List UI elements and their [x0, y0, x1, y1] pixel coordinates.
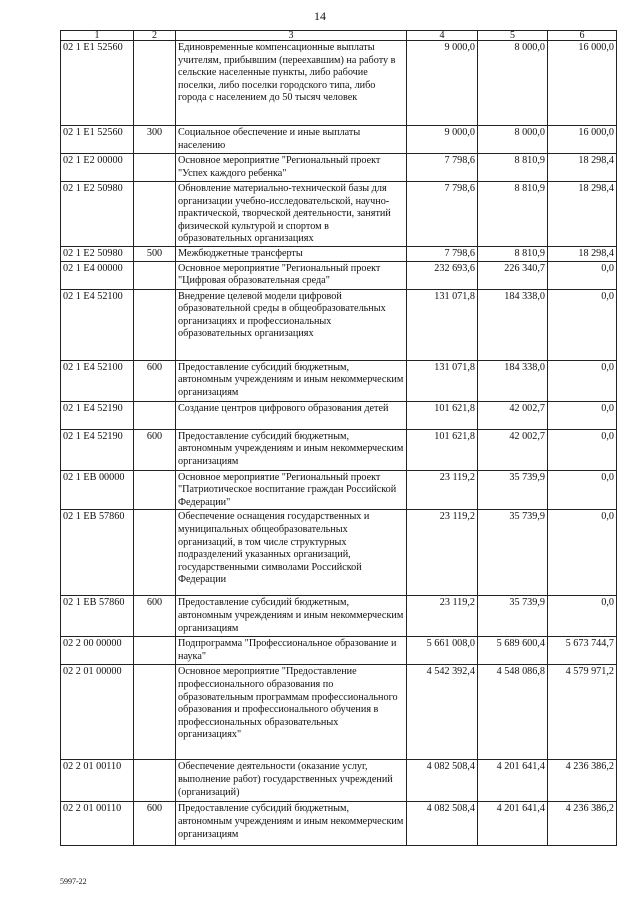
amount-year-3-cell: 0,0	[548, 429, 617, 470]
item-name-cell: Единовременные компенсационные выплаты учителям, прибывшим (переехавшим) на работу в сельские населенные пункты, либо рабочие поселки, либо поселки городского типа, либо города с населением до 50 тысяч человек	[176, 41, 407, 126]
amount-year-3-cell: 0,0	[548, 401, 617, 429]
amount-year-2-cell: 184 338,0	[478, 289, 548, 360]
budget-table	[60, 30, 617, 846]
table-row	[61, 429, 617, 470]
amount-year-3-cell: 16 000,0	[548, 41, 617, 126]
classification-code-cell: 02 1 E1 52560	[61, 126, 134, 154]
expense-type-cell: 500	[134, 246, 176, 261]
column-header: 6	[548, 31, 617, 41]
classification-code-cell: 02 1 E4 52100	[61, 360, 134, 401]
amount-year-3-cell: 18 298,4	[548, 246, 617, 261]
table-row	[61, 289, 617, 360]
expense-type-cell: 600	[134, 596, 176, 637]
column-header: 3	[176, 31, 407, 41]
amount-year-3-cell: 0,0	[548, 470, 617, 510]
expense-type-cell	[134, 261, 176, 289]
amount-year-1-cell: 7 798,6	[407, 154, 478, 182]
amount-year-3-cell: 4 236 386,2	[548, 802, 617, 846]
classification-code-cell: 02 1 E2 50980	[61, 182, 134, 247]
table-row	[61, 760, 617, 802]
table-row	[61, 401, 617, 429]
amount-year-2-cell: 4 201 641,4	[478, 802, 548, 846]
amount-year-2-cell: 35 739,9	[478, 510, 548, 596]
amount-year-1-cell: 23 119,2	[407, 510, 478, 596]
classification-code-cell: 02 1 EB 57860	[61, 510, 134, 596]
amount-year-2-cell: 35 739,9	[478, 596, 548, 637]
amount-year-3-cell: 0,0	[548, 261, 617, 289]
expense-type-cell: 600	[134, 360, 176, 401]
column-header: 4	[407, 31, 478, 41]
amount-year-3-cell: 18 298,4	[548, 154, 617, 182]
amount-year-2-cell: 35 739,9	[478, 470, 548, 510]
table-row	[61, 182, 617, 247]
amount-year-2-cell: 226 340,7	[478, 261, 548, 289]
amount-year-3-cell: 0,0	[548, 289, 617, 360]
classification-code-cell: 02 1 E4 52100	[61, 289, 134, 360]
column-header: 2	[134, 31, 176, 41]
expense-type-cell	[134, 401, 176, 429]
amount-year-1-cell: 131 071,8	[407, 360, 478, 401]
amount-year-1-cell: 101 621,8	[407, 401, 478, 429]
item-name-cell: Основное мероприятие "Региональный проект "Патриотическое воспитание граждан Российской Федерации"	[176, 470, 407, 510]
item-name-cell: Обеспечение оснащения государственных и муниципальных общеобразовательных организаций, в том числе структурных подразделений указанных организаций, государственными символами Российской Федерации	[176, 510, 407, 596]
expense-type-cell	[134, 637, 176, 665]
document-code: 5997-22	[60, 877, 87, 886]
amount-year-1-cell: 4 082 508,4	[407, 760, 478, 802]
item-name-cell: Внедрение целевой модели цифровой образовательной среды в общеобразовательных организациях и профессиональных образовательных организациях	[176, 289, 407, 360]
amount-year-2-cell: 8 810,9	[478, 246, 548, 261]
amount-year-2-cell: 8 810,9	[478, 182, 548, 247]
classification-code-cell: 02 1 E1 52560	[61, 41, 134, 126]
amount-year-1-cell: 232 693,6	[407, 261, 478, 289]
expense-type-cell	[134, 510, 176, 596]
classification-code-cell: 02 1 E4 52190	[61, 401, 134, 429]
item-name-cell: Создание центров цифрового образования детей	[176, 401, 407, 429]
classification-code-cell: 02 1 E2 50980	[61, 246, 134, 261]
amount-year-2-cell: 8 000,0	[478, 126, 548, 154]
classification-code-cell: 02 1 EB 57860	[61, 596, 134, 637]
table-row	[61, 154, 617, 182]
item-name-cell: Социальное обеспечение и иные выплаты населению	[176, 126, 407, 154]
amount-year-3-cell: 4 236 386,2	[548, 760, 617, 802]
amount-year-1-cell: 9 000,0	[407, 126, 478, 154]
amount-year-3-cell: 18 298,4	[548, 182, 617, 247]
expense-type-cell	[134, 470, 176, 510]
amount-year-2-cell: 42 002,7	[478, 429, 548, 470]
amount-year-1-cell: 5 661 008,0	[407, 637, 478, 665]
amount-year-3-cell: 0,0	[548, 510, 617, 596]
amount-year-1-cell: 9 000,0	[407, 41, 478, 126]
expense-type-cell	[134, 760, 176, 802]
page-number: 14	[314, 9, 326, 23]
table-row	[61, 261, 617, 289]
item-name-cell: Основное мероприятие "Региональный проект "Цифровая образовательная среда"	[176, 261, 407, 289]
expense-type-cell: 600	[134, 429, 176, 470]
item-name-cell: Подпрограмма "Профессиональное образование и наука"	[176, 637, 407, 665]
table-row	[61, 665, 617, 760]
table-row	[61, 637, 617, 665]
item-name-cell: Предоставление субсидий бюджетным, автономным учреждениям и иным некоммерческим организациям	[176, 596, 407, 637]
amount-year-3-cell: 16 000,0	[548, 126, 617, 154]
column-number-row	[61, 31, 617, 41]
column-header: 1	[61, 31, 134, 41]
classification-code-cell: 02 1 EB 00000	[61, 470, 134, 510]
item-name-cell: Основное мероприятие "Региональный проект "Успех каждого ребенка"	[176, 154, 407, 182]
classification-code-cell: 02 1 E2 00000	[61, 154, 134, 182]
expense-type-cell	[134, 289, 176, 360]
amount-year-3-cell: 0,0	[548, 596, 617, 637]
amount-year-1-cell: 101 621,8	[407, 429, 478, 470]
table-row	[61, 596, 617, 637]
expense-type-cell	[134, 154, 176, 182]
amount-year-1-cell: 131 071,8	[407, 289, 478, 360]
amount-year-2-cell: 184 338,0	[478, 360, 548, 401]
table-row	[61, 360, 617, 401]
amount-year-1-cell: 4 082 508,4	[407, 802, 478, 846]
expense-type-cell: 300	[134, 126, 176, 154]
item-name-cell: Обновление материально-технической базы для организации учебно-исследовательской, научно-практической, творческой деятельности, занятий физической культурой и спортом в образовательных организациях	[176, 182, 407, 247]
amount-year-1-cell: 4 542 392,4	[407, 665, 478, 760]
amount-year-2-cell: 4 201 641,4	[478, 760, 548, 802]
table-row	[61, 246, 617, 261]
expense-type-cell	[134, 41, 176, 126]
amount-year-1-cell: 7 798,6	[407, 246, 478, 261]
amount-year-1-cell: 23 119,2	[407, 596, 478, 637]
amount-year-1-cell: 7 798,6	[407, 182, 478, 247]
expense-type-cell: 600	[134, 802, 176, 846]
amount-year-1-cell: 23 119,2	[407, 470, 478, 510]
amount-year-2-cell: 42 002,7	[478, 401, 548, 429]
amount-year-2-cell: 8 000,0	[478, 41, 548, 126]
amount-year-2-cell: 5 689 600,4	[478, 637, 548, 665]
item-name-cell: Предоставление субсидий бюджетным, автономным учреждениям и иным некоммерческим организациям	[176, 802, 407, 846]
item-name-cell: Предоставление субсидий бюджетным, автономным учреждениям и иным некоммерческим организациям	[176, 360, 407, 401]
table-row	[61, 470, 617, 510]
classification-code-cell: 02 2 01 00000	[61, 665, 134, 760]
classification-code-cell: 02 2 01 00110	[61, 802, 134, 846]
classification-code-cell: 02 2 00 00000	[61, 637, 134, 665]
amount-year-2-cell: 4 548 086,8	[478, 665, 548, 760]
expense-type-cell	[134, 182, 176, 247]
item-name-cell: Межбюджетные трансферты	[176, 246, 407, 261]
column-header: 5	[478, 31, 548, 41]
table-row	[61, 802, 617, 846]
classification-code-cell: 02 1 E4 00000	[61, 261, 134, 289]
amount-year-3-cell: 0,0	[548, 360, 617, 401]
table-row	[61, 126, 617, 154]
table-row	[61, 510, 617, 596]
amount-year-3-cell: 4 579 971,2	[548, 665, 617, 760]
table-row	[61, 41, 617, 126]
item-name-cell: Основное мероприятие "Предоставление профессионального образования по образовательным программам профессионального образования и профессионального обучения в профессиональных образовательных организациях"	[176, 665, 407, 760]
amount-year-3-cell: 5 673 744,7	[548, 637, 617, 665]
item-name-cell: Обеспечение деятельности (оказание услуг, выполнение работ) государственных учреждений (организаций)	[176, 760, 407, 802]
item-name-cell: Предоставление субсидий бюджетным, автономным учреждениям и иным некоммерческим организациям	[176, 429, 407, 470]
expense-type-cell	[134, 665, 176, 760]
classification-code-cell: 02 1 E4 52190	[61, 429, 134, 470]
classification-code-cell: 02 2 01 00110	[61, 760, 134, 802]
amount-year-2-cell: 8 810,9	[478, 154, 548, 182]
